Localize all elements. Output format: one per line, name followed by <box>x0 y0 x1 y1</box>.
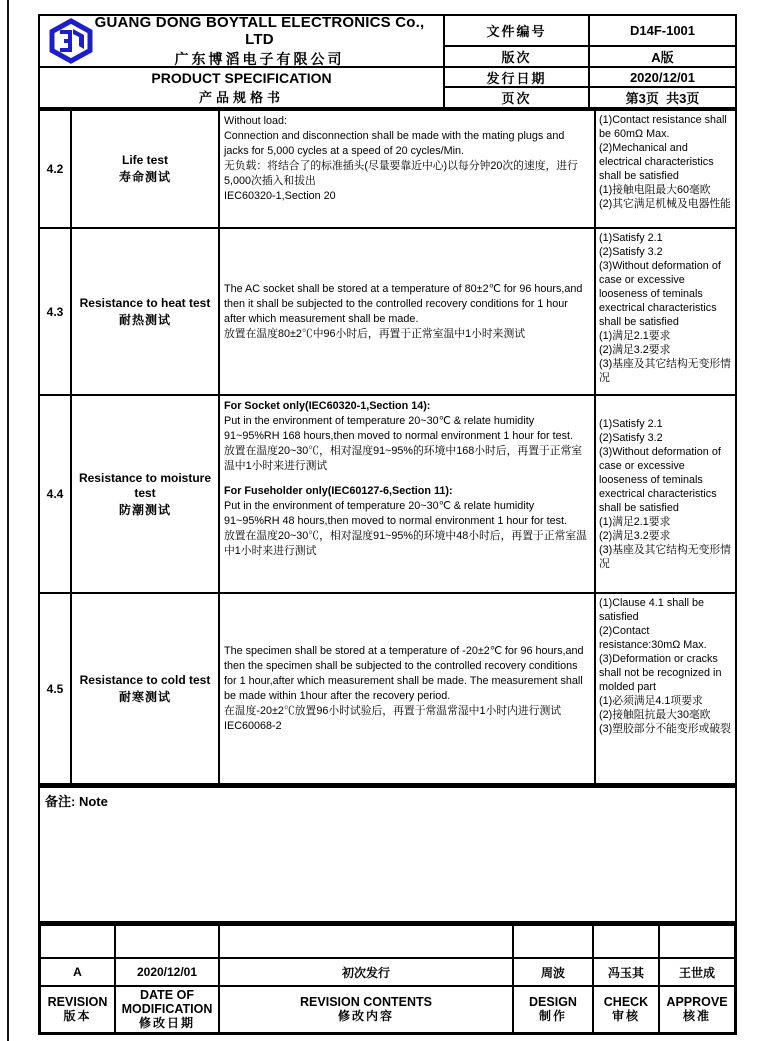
header-cn: 制作 <box>538 1009 567 1023</box>
test-name-en: Life test <box>121 153 168 167</box>
text-line: 放置在温度20~30℃，相对湿度91~95%的环境中168小时后，再置于正常室温中1小时来进行测试 <box>224 445 583 472</box>
revision-header-approve <box>660 987 734 1032</box>
revision-header-contents <box>220 987 514 1032</box>
header-en: REVISION <box>47 995 108 1009</box>
text-line: (3)基座及其它结构无变形情况 <box>599 358 731 384</box>
spec-row-number: 4.3 <box>40 229 72 396</box>
text-line: (1)接触电阻最大60毫欧 <box>599 184 711 196</box>
company-logo-icon <box>48 18 94 64</box>
text-line: (2)接触阻抗最大30毫欧 <box>599 709 711 721</box>
spec-row-requirement <box>596 111 735 229</box>
spec-row-title <box>72 229 220 396</box>
text-line: (1)Satisfy 2.1 <box>599 418 663 430</box>
text-line: (1)满足2.1要求 <box>599 330 671 342</box>
test-name-en: Resistance to moisture test <box>78 470 212 500</box>
text-line: 无负载：将结合了的标准插头(尽量要靠近中心)以每分钟20次的速度，进行5,000次插入和拔出 <box>224 160 578 187</box>
header-en: APPROVE <box>666 995 728 1009</box>
company-block <box>40 16 445 68</box>
spec-row-requirement <box>596 594 735 783</box>
header-cn: 版本 <box>63 1009 92 1023</box>
note-label: 备注: Note <box>45 794 108 809</box>
text-line: (1)Clause 4.1 shall be satisfied <box>599 597 705 623</box>
spec-row-title <box>72 111 220 229</box>
test-name-cn: 耐热测试 <box>118 312 171 327</box>
text-line: (3)Deformation or cracks shall not be recognized in molded part <box>599 653 722 693</box>
revision-design-name: 周波 <box>514 959 594 987</box>
header-cn: 审核 <box>611 1009 640 1023</box>
revision-empty-cell <box>41 926 116 959</box>
text-line: (2)Mechanical and electrical characteristics shall be satisfied <box>599 142 714 182</box>
revision-value: A版 <box>590 47 735 68</box>
company-name-cn: 广东博滔电子有限公司 <box>174 50 345 67</box>
text-line: For Fuseholder only(IEC60127-6,Section 11): <box>224 485 453 497</box>
text-line: 放置在温度80±2℃中96小时后，再置于正常室温中1小时来测试 <box>224 327 526 340</box>
revision-date: 2020/12/01 <box>116 959 220 987</box>
text-line: 在温度-20±2℃放置96小时试验后，再置于常温常湿中1小时内进行测试 <box>224 704 562 717</box>
revision-header-design <box>514 987 594 1032</box>
text-line: (3)Without deformation of case or excessive looseness of teminals exectrical characteristics shall be satisfied <box>599 446 721 514</box>
spec-row-test-condition <box>220 111 596 229</box>
spec-row-title <box>72 594 220 783</box>
text-line: Put in the environment of temperature 20~30℃ & relate humidity 91~95%RH 48 hours,then moved to normal environment 1 hour for test. <box>224 500 567 527</box>
revision-approve-name: 王世成 <box>660 959 734 987</box>
revision-empty-cell <box>594 926 660 959</box>
spec-row-number: 4.5 <box>40 594 72 783</box>
text-line: Connection and disconnection shall be made with the mating plugs and jacks for 5,000 cycles at a speed of 20 cycles/Min. <box>224 130 565 157</box>
specification-document <box>38 14 737 1035</box>
test-name-cn: 寿命测试 <box>118 170 171 184</box>
text-line: The AC socket shall be stored at a temperature of 80±2℃ for 96 hours,and then it shall be subjected to the controlled recovery conditions for 1 hour after which measurement shall be made. <box>224 282 583 325</box>
issue-date-label: 发行日期 <box>445 68 590 88</box>
revision-header-check <box>594 987 660 1032</box>
text-line: Put in the environment of temperature 20~30℃ & relate humidity 91~95%RH 168 hours,then moved to normal environment 1 hour for test. <box>224 415 573 442</box>
page-number-label: 页次 <box>445 88 590 107</box>
header-en: DATE OF MODIFICATION <box>121 988 213 1016</box>
text-line: (2)其它满足机械及电器性能 <box>599 198 731 210</box>
text-line: (2)Contact resistance:30mΩ Max. <box>599 625 707 651</box>
test-name-cn: 防潮测试 <box>118 502 171 517</box>
header-en: REVISION CONTENTS <box>300 995 432 1009</box>
revision-check-name: 冯玉其 <box>594 959 660 987</box>
text-line: (1)Contact resistance shall be 60mΩ Max. <box>599 114 727 140</box>
spec-row-number: 4.2 <box>40 111 72 229</box>
product-spec-title-en: PRODUCT SPECIFICATION <box>151 69 332 86</box>
text-line: (3)Without deformation of case or excessive looseness of teminals exectrical characteristics shall be satisfied <box>599 260 721 328</box>
text-line: For Socket only(IEC60320-1,Section 14): <box>224 400 431 412</box>
text-line: (1)满足2.1要求 <box>599 516 671 528</box>
spec-row-requirement <box>596 229 735 396</box>
text-line: (2)满足3.2要求 <box>599 344 671 356</box>
doc-number-label: 文件编号 <box>445 16 590 47</box>
revision-empty-cell <box>514 926 594 959</box>
text-line: IEC60320-1,Section 20 <box>224 190 336 202</box>
text-line: Without load: <box>224 115 288 127</box>
revision-empty-cell <box>116 926 220 959</box>
header-cn: 核准 <box>682 1009 711 1023</box>
text-line: (2)Satisfy 3.2 <box>599 246 663 258</box>
spec-row-test-condition <box>220 229 596 396</box>
revision-label: 版次 <box>445 47 590 68</box>
spec-row-title <box>72 396 220 594</box>
issue-date-value: 2020/12/01 <box>590 68 735 88</box>
text-line: (3)塑胶部分不能变形或破裂 <box>599 723 731 735</box>
revision-header-date <box>116 987 220 1032</box>
page-number-value: 第3页 共3页 <box>625 91 700 106</box>
test-name-en: Resistance to cold test <box>79 672 211 687</box>
company-name-en: GUANG DONG BOYTALL ELECTRONICS Co., LTD <box>94 16 425 48</box>
text-line: 放置在温度20~30℃，相对湿度91~95%的环境中48小时后，再置于正常室温中1小时来进行测试 <box>224 530 587 557</box>
header-en: CHECK <box>603 995 649 1009</box>
header-cn: 修改日期 <box>138 1016 195 1030</box>
company-name <box>94 16 443 68</box>
text-line: (1)必须满足4.1项要求 <box>599 695 703 707</box>
product-spec-title <box>40 68 445 107</box>
test-name-en: Resistance to heat test <box>79 295 211 310</box>
text-line: (3)基座及其它结构无变形情况 <box>599 544 731 570</box>
scanned-page-edge-line <box>7 0 9 1041</box>
spec-row-requirement <box>596 396 735 594</box>
text-line: The specimen shall be stored at a temperature of -20±2℃ for 96 hours,and then the specimen shall be subjected to the controlled recovery conditions for 1 hour,after which measurement shall be made. The measurement shall be made within 1hour after the recovery period. <box>224 644 584 702</box>
note-section <box>38 785 737 923</box>
revision-version: A <box>41 959 116 987</box>
revision-contents: 初次发行 <box>220 959 514 987</box>
spec-row-number: 4.4 <box>40 396 72 594</box>
header-en: DESIGN <box>529 995 577 1009</box>
text-line: (1)Satisfy 2.1 <box>599 232 663 244</box>
text-line: (2)Satisfy 3.2 <box>599 432 663 444</box>
header-table <box>38 14 737 109</box>
revision-header-revision <box>41 987 116 1032</box>
revision-empty-cell <box>660 926 734 959</box>
text-line: (2)满足3.2要求 <box>599 530 671 542</box>
text-line: IEC60068-2 <box>224 719 282 732</box>
test-name-cn: 耐寒测试 <box>118 689 171 704</box>
doc-number-value: D14F-1001 <box>590 16 735 47</box>
header-cn: 修改内容 <box>337 1009 394 1023</box>
product-spec-title-cn: 产品规格书 <box>198 89 284 105</box>
spec-row-test-condition <box>220 396 596 594</box>
spec-row-test-condition <box>220 594 596 783</box>
revision-table <box>38 923 737 1035</box>
revision-empty-cell <box>220 926 514 959</box>
spec-table <box>38 109 737 785</box>
